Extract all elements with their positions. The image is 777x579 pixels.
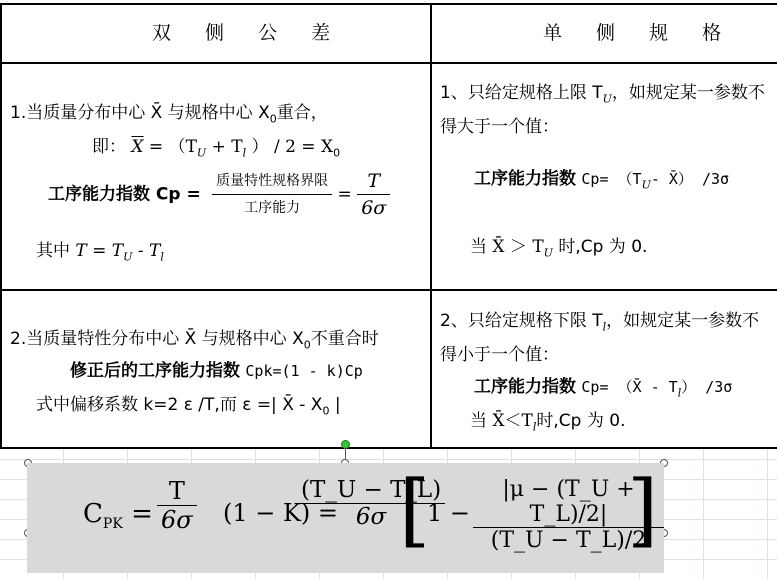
right1-line2: 得大于一个值： bbox=[440, 117, 559, 137]
right1-cp: 工序能力指数 $Cp= (T_U-$ X̄） /3σ bbox=[474, 169, 730, 192]
right2-condition: 当 $X̄<T_l$时,Cp 为 0. bbox=[470, 411, 626, 434]
table-left-border bbox=[0, 3, 2, 447]
table-top-border bbox=[0, 3, 777, 5]
header-two-sided: 双 侧 公 差 bbox=[152, 22, 345, 44]
right2-cp: 工序能力指数 Cp= （X̄ - $T_l$） /3σ bbox=[474, 377, 733, 400]
formula-cpk-symbol: $C_{PK}$ = bbox=[83, 499, 153, 533]
right1-condition: 当 X̄ ＞ $T_U$ 时,Cp 为 0. bbox=[470, 237, 648, 260]
header-divider bbox=[0, 62, 777, 64]
formula-bracket-right: ] bbox=[627, 463, 659, 556]
cpk-definition: 修正后的工序能力指数 Cpk=(1 - k)Cp bbox=[70, 361, 363, 381]
right2-line2: 得小于一个值： bbox=[440, 345, 559, 365]
formula-frac-range: $\frac{(T\_U - T\_L)}{6\sigma}$ bbox=[297, 477, 445, 530]
left1-line1: 1.当质量分布中心 X̄ 与规格中心 $X_0$重合， bbox=[10, 103, 328, 126]
right2-line1: 2、只给定规格下限 $T_l$，如规定某一参数不 bbox=[440, 311, 760, 334]
formula-one-minus: 1 − bbox=[427, 499, 471, 527]
header-one-sided: 单 侧 规 格 bbox=[543, 22, 736, 44]
cp-definition: 工序能力指数 Cp = $\frac{\text{质量特性规格界限}}{\text{工序能力}}$ = $\frac{T}{6\sigma}$ bbox=[48, 168, 390, 221]
column-divider bbox=[430, 3, 432, 447]
formula-paren: (1 − K) = bbox=[223, 499, 339, 527]
row-divider bbox=[0, 289, 777, 291]
left2-line1: 2.当质量特性分布中心 X̄ 与规格中心 $X_0$不重合时 bbox=[10, 329, 379, 352]
left1-line4: 其中 $T = T_U - T_l$ bbox=[36, 241, 164, 264]
formula-bracket-left: [ bbox=[399, 463, 431, 556]
left1-line2: 即： $\overline{X} = (T_U + T_l$ ） / $2 = X_0$ bbox=[92, 137, 341, 160]
right1-line1: 1、只给定规格上限 $T_U$，如规定某一参数不 bbox=[440, 83, 765, 106]
rotation-handle[interactable] bbox=[341, 440, 350, 449]
formula-frac-offset: $\frac{|\mu - (T\_U + T\_L)/2|}{(T\_U - T\_L)/2}$ bbox=[473, 477, 664, 553]
left2-line3: 式中偏移系数 k=2 ε /T,而 ε =| X̄ - $X_0$ | bbox=[36, 395, 341, 418]
formula-frac-t: $\frac{T}{6\sigma}$ bbox=[157, 477, 197, 534]
cpk-formula-image[interactable] bbox=[27, 463, 664, 573]
